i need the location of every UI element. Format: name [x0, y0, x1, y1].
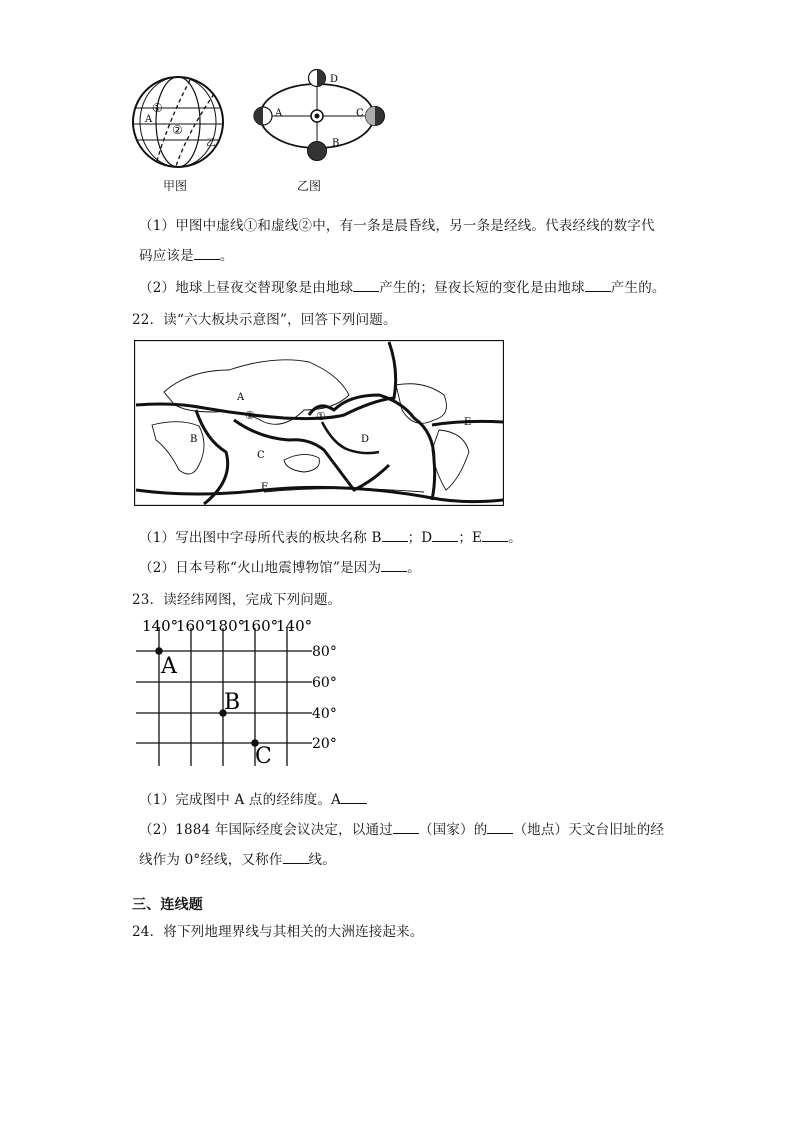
plate-label-f: F — [261, 482, 268, 493]
yi-figure-caption: 乙图 — [297, 179, 322, 193]
plate-label-two: ② — [245, 409, 255, 422]
grid-right-label-80: 80° — [312, 644, 337, 660]
q22-part2: （2）日本号称“火山地震博物馆”是因为 。 — [139, 560, 421, 576]
q24-prompt: 24．将下列地理界线与其相关的大洲连接起来。 — [132, 924, 424, 940]
grid-right-label-20: 20° — [312, 736, 337, 752]
grid-point-a-label: A — [161, 654, 177, 679]
answer-blank[interactable] — [382, 529, 408, 542]
lat-lon-grid — [134, 612, 350, 772]
answer-blank[interactable] — [432, 529, 458, 542]
answer-blank[interactable] — [341, 791, 367, 804]
plate-label-e: E — [464, 417, 472, 428]
plate-label-d: D — [361, 434, 370, 445]
jia-figure-globe — [128, 72, 234, 172]
grid-top-label-3: 180° — [209, 617, 246, 635]
yi-label-c: C — [356, 108, 364, 119]
yi-label-a: A — [275, 108, 283, 119]
answer-blank[interactable] — [487, 821, 513, 834]
grid-right-label-40: 40° — [312, 706, 337, 722]
plates-map — [134, 340, 504, 506]
q21-part1-line1: （1）甲图中虚线①和虚线②中，有一条是晨昏线，另一条是经线。代表经线的数字代 — [139, 218, 655, 234]
yi-label-b: B — [332, 138, 340, 149]
yi-label-d: D — [330, 74, 339, 85]
grid-point-b-label: B — [224, 690, 241, 715]
grid-top-label-1: 140° — [142, 617, 179, 635]
jia-label-two: ② — [172, 123, 183, 137]
q23-title: 23．读经纬网图，完成下列问题。 — [132, 592, 342, 608]
plate-label-one: ① — [316, 410, 326, 423]
answer-blank[interactable] — [283, 851, 309, 864]
grid-top-label-5: 140° — [276, 617, 313, 635]
q22-part1: （1）写出图中字母所代表的板块名称 B ；D ；E 。 — [139, 530, 522, 546]
plate-label-a: A — [237, 392, 245, 403]
q23-part2-line1: （2）1884 年国际经度会议决定，以通过 （国家）的 （地点）天文台旧址的经 — [139, 822, 665, 838]
q23-part1: （1）完成图中 A 点的经纬度。A — [139, 788, 367, 808]
grid-top-label-4: 160° — [242, 617, 279, 635]
answer-blank[interactable] — [381, 559, 407, 572]
answer-blank[interactable] — [482, 529, 508, 542]
jia-label-one: ① — [152, 101, 163, 115]
answer-blank[interactable] — [393, 821, 419, 834]
section3-title: 三、连线题 — [132, 897, 203, 913]
grid-top-label-2: 160° — [176, 617, 213, 635]
answer-blank[interactable] — [194, 247, 220, 260]
jia-figure-caption: 甲图 — [163, 179, 188, 193]
plate-label-b: B — [190, 434, 198, 445]
grid-right-label-60: 60° — [312, 675, 337, 691]
q21-part1-line2: 码应该是 。 — [139, 248, 234, 264]
q22-title: 22．读“六大板块示意图”，回答下列问题。 — [132, 312, 397, 328]
jia-label-yi: 乙 — [206, 138, 216, 149]
yi-figure-orbit — [248, 64, 394, 164]
grid-point-c-label: C — [255, 744, 272, 769]
q21-part2: （2）地球上昼夜交替现象是由地球 产生的；昼夜长短的变化是由地球 产生的。 — [139, 280, 666, 296]
plate-label-c: C — [257, 450, 265, 461]
answer-blank[interactable] — [353, 279, 379, 292]
answer-blank[interactable] — [585, 279, 611, 292]
jia-label-a: A — [145, 114, 153, 125]
q23-part2-line2: 线作为 0°经线，又称作 线。 — [139, 852, 336, 868]
